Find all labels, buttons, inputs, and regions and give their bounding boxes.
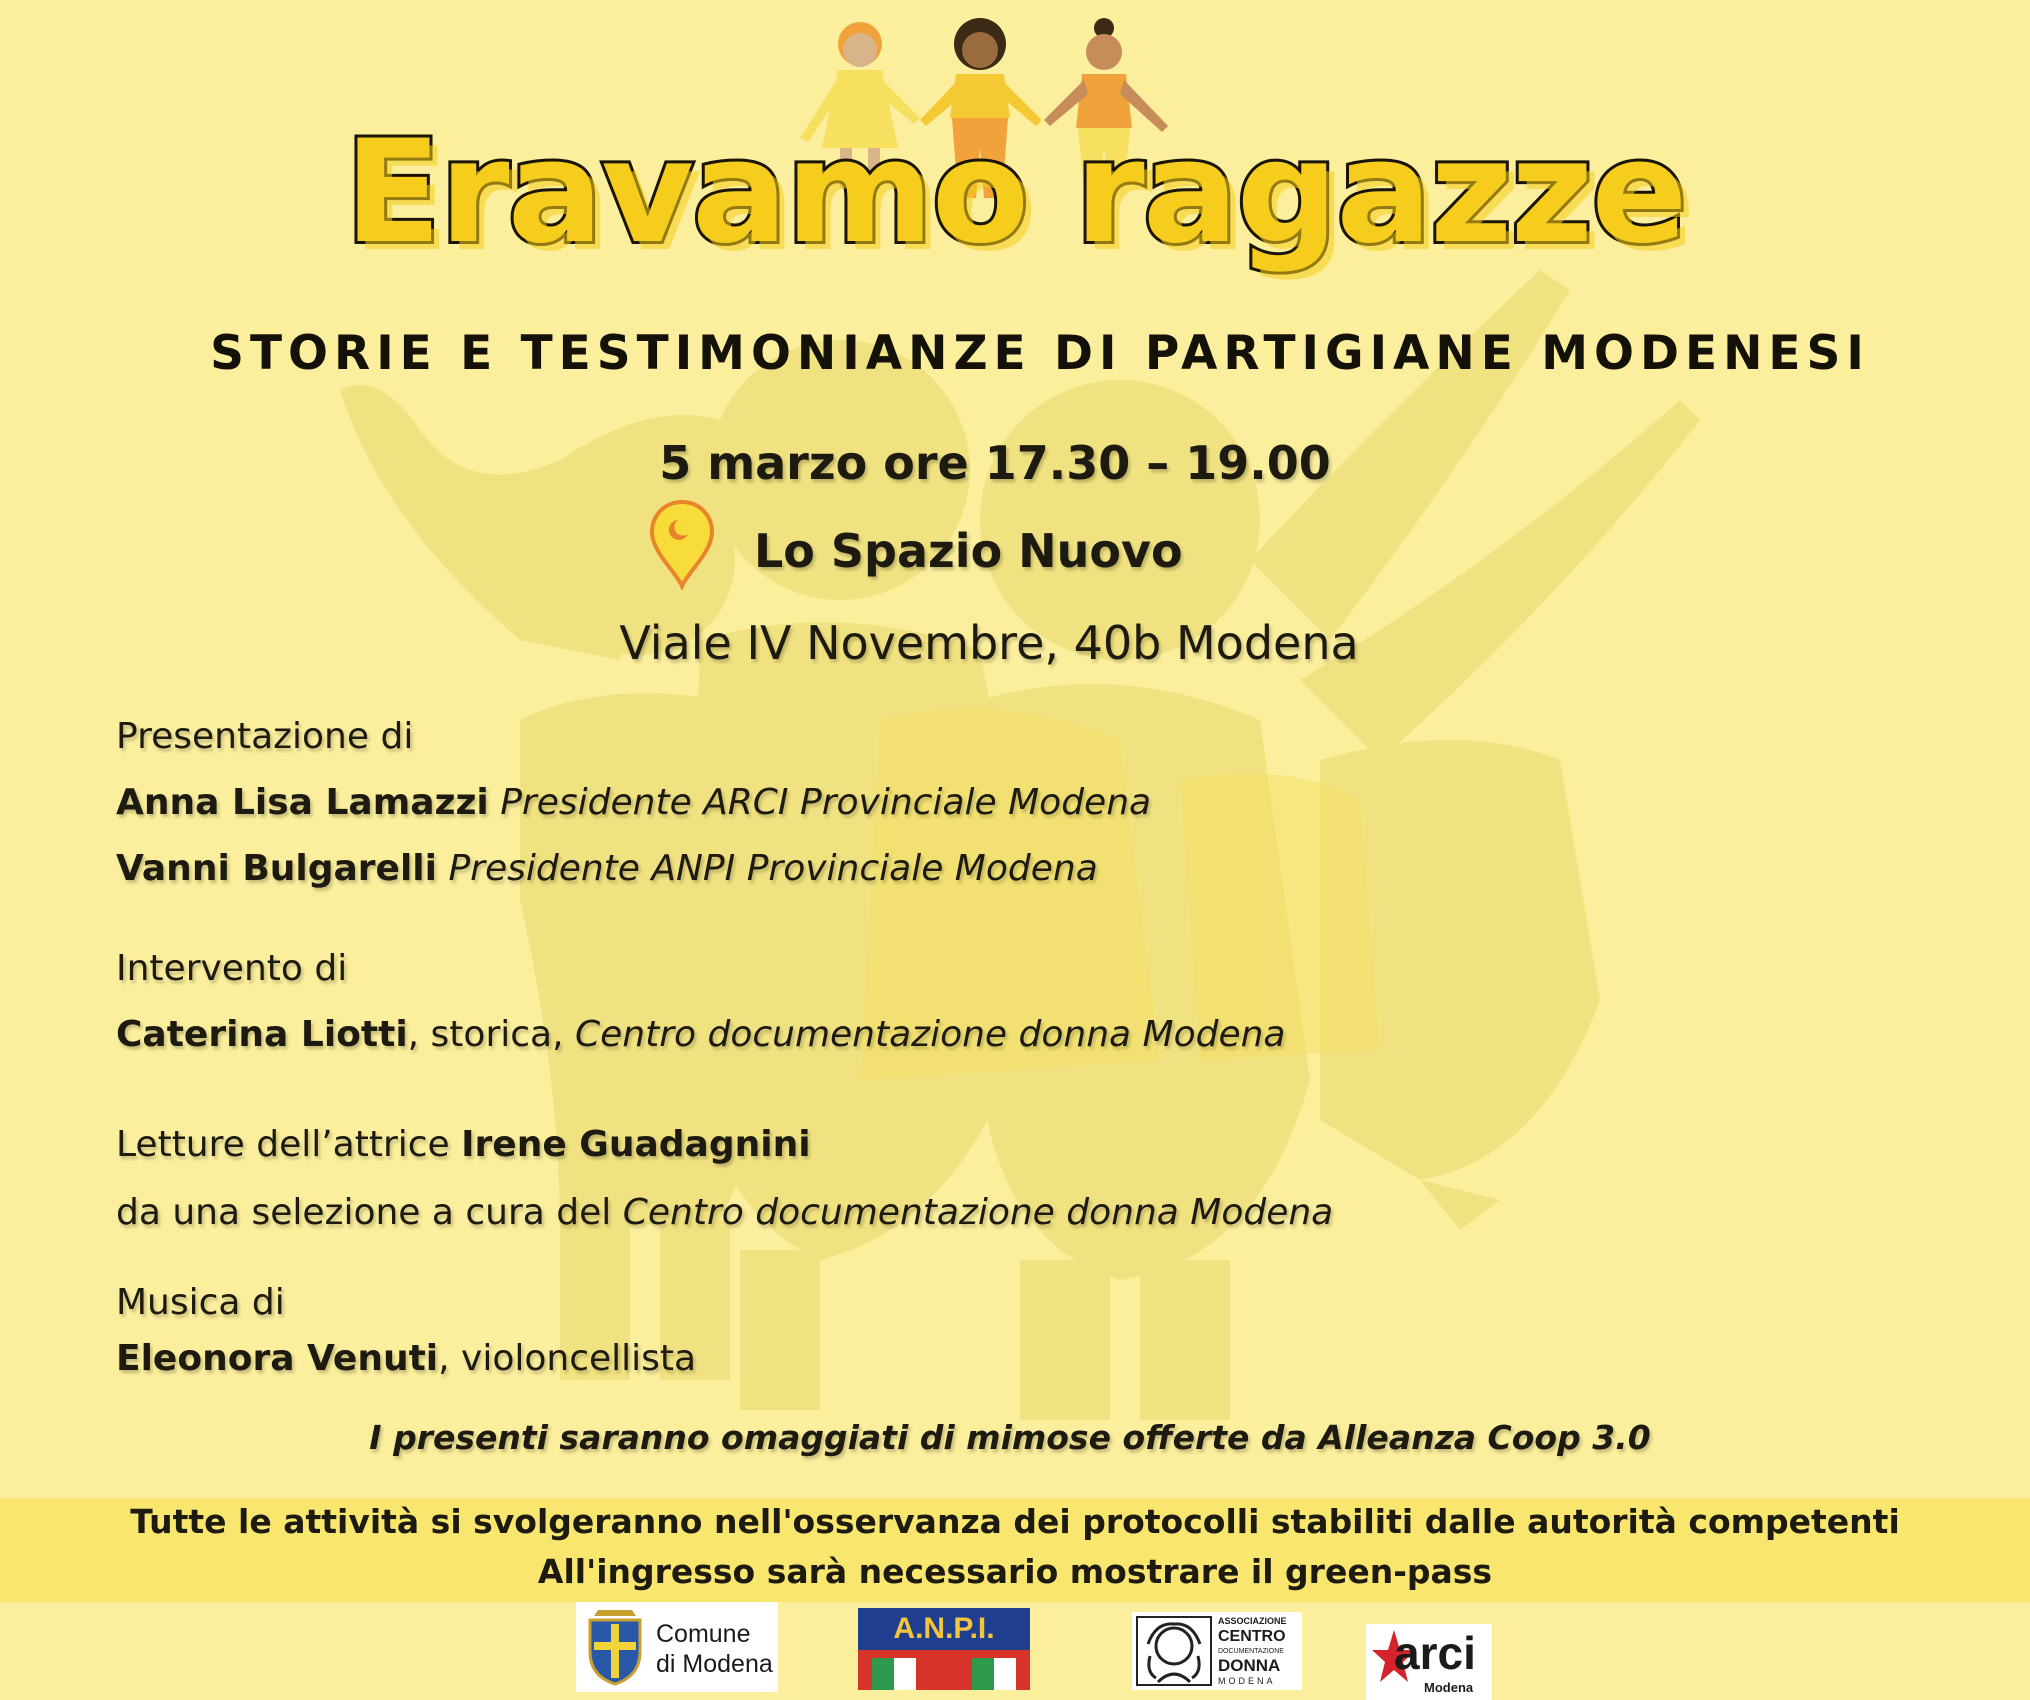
intervention-separator: , storica, (407, 1014, 575, 1055)
readings-prefix: Letture dell’attrice (116, 1124, 462, 1165)
event-address: Viale IV Novembre, 40b Modena (619, 616, 1359, 670)
coat-of-arms-icon (582, 1606, 648, 1688)
arci-modena-logo (1366, 1624, 1492, 1700)
speaker-role: Presidente ANPI Provinciale Modena (448, 848, 1098, 889)
notice-line: All'ingresso sarà necessario mostrare il green-pass (537, 1552, 1493, 1591)
comune-logo-line2: di Modena (656, 1650, 773, 1678)
speaker-line (116, 782, 1151, 823)
cdd-logo-line3: DOCUMENTAZIONE (1218, 1648, 1284, 1655)
readings-source-org: Centro documentazione donna Modena (622, 1192, 1334, 1233)
arci-logo-subtext: Modena (1424, 1680, 1474, 1695)
woman-portrait-icon (1136, 1616, 1212, 1686)
page-title: Eravamo ragazze (344, 110, 1686, 275)
cdd-logo-line1: ASSOCIAZIONE (1218, 1616, 1287, 1626)
intervention-name: Caterina Liotti (116, 1014, 408, 1055)
cdd-logo-line5: MODENA (1218, 1676, 1276, 1686)
readings-name: Irene Guadagnini (461, 1124, 811, 1165)
arci-logo-text: arci (1394, 1627, 1476, 1679)
readings-line (116, 1124, 811, 1165)
music-heading: Musica di (116, 1282, 285, 1323)
comune-logo-line1: Comune (656, 1620, 751, 1648)
speaker-line (116, 848, 1098, 889)
music-line (116, 1338, 696, 1379)
location-pin-icon (648, 498, 716, 590)
centro-documentazione-donna-logo (1132, 1612, 1302, 1690)
event-date: 5 marzo ore 17.30 – 19.00 (659, 436, 1331, 490)
readings-source-prefix: da una selezione a cura del (116, 1192, 623, 1233)
anpi-logo (858, 1608, 1030, 1690)
intervention-line (116, 1014, 1285, 1055)
cdd-logo-line4: DONNA (1218, 1656, 1281, 1675)
presentation-heading: Presentazione di (116, 716, 414, 757)
music-role: , violoncellista (438, 1338, 697, 1379)
music-name: Eleonora Venuti (116, 1338, 439, 1379)
comune-di-modena-logo (576, 1602, 778, 1692)
gift-note: I presenti saranno omaggiati di mimose offerte da Alleanza Coop 3.0 (369, 1418, 1651, 1457)
readings-source-line (116, 1192, 1333, 1233)
intervention-heading: Intervento di (116, 948, 348, 989)
intervention-org: Centro documentazione donna Modena (574, 1014, 1286, 1055)
anpi-logo-text: A.N.P.I. (893, 1612, 995, 1645)
event-venue: Lo Spazio Nuovo (754, 524, 1183, 578)
cdd-logo-line2: CENTRO (1218, 1628, 1286, 1645)
speaker-name: Vanni Bulgarelli (116, 848, 437, 889)
event-subtitle: STORIE E TESTIMONIANZE DI PARTIGIANE MODENESI (210, 326, 1870, 381)
speaker-name: Anna Lisa Lamazzi (116, 782, 489, 823)
notice-line: Tutte le attività si svolgeranno nell'osservanza dei protocolli stabiliti dalle autorità competenti (130, 1502, 1900, 1541)
speaker-role: Presidente ARCI Provinciale Modena (500, 782, 1152, 823)
